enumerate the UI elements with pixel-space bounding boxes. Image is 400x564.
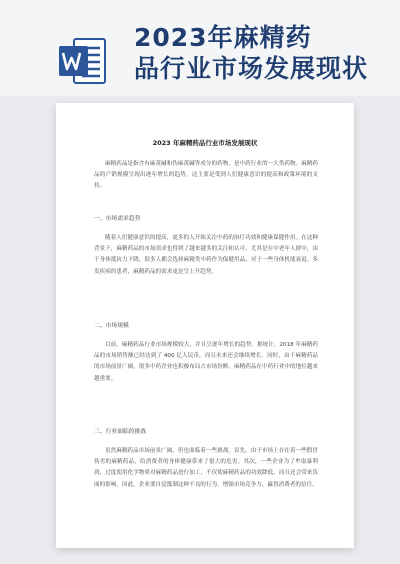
section-heading-3: 三、行业面临的挑战 <box>94 429 147 435</box>
section-body-3: 虽然麻精药品市场前景广阔，但也面临着一些挑战。首先，由于市场上存在着一些假冒伪劣的麻精药品，给消费者的身体健康带来了很大的危害。其次，一些企业为了牟取暴利润，过度使用化学物质对麻精药品进行加工，不仅使麻精药品的功效降低，而且还会带来负面的影响。因此，企业要自觉抵制这种不良的行为，增强市场竞争力，赢得消费者的信任。 <box>94 448 318 488</box>
title-line-1: 2023年麻精药 <box>134 23 312 52</box>
header-banner <box>0 0 400 96</box>
word-document-icon <box>58 36 108 86</box>
intro-paragraph: 麻精药品是指含有麻黄碱和伪麻黄碱等成分的药物，是中药行业的一大类药物。麻精药品的产销规模呈现出逐年增长的趋势，这主要是受到人们健康意识的提高和政策环境的支持。 <box>94 161 318 190</box>
document-title: 2023 年麻精药品行业市场发展现状 <box>152 139 258 147</box>
document-preview <box>56 103 354 548</box>
page-title <box>134 22 394 84</box>
title-line-2: 品行业市场发展现状 <box>134 54 369 83</box>
section-heading-1: 一、市场需求趋势 <box>94 216 141 222</box>
section-heading-2: 二、市场规模 <box>94 323 129 329</box>
section-body-2: 目前，麻精药品行业市场规模较大，并且呈逐年增长的趋势。据统计，2018 年麻精药品的市场销售额已经达到了 400 亿人民币，而且未来还会继续增长。同时，由于麻精药品的市场前景广阔，很多中药企业也积极布局占市场份额，麻精药品在中药行业中的地位越来越重要。 <box>94 342 318 382</box>
section-body-1: 随着人们健康意识的提高，更多的人开始关注中药的治疗功效和健康保健作用。在这种背景下，麻精药品的市场需求也得到了越来越多的关注和认可。尤其是在中老年人群中，由于身体抵抗力下降，很多人都会选择麻精类中药作为保健用品，对于一些身体机能衰退、多发疾病的患者，麻精药品的需求更是呈上升趋势。 <box>94 235 318 275</box>
